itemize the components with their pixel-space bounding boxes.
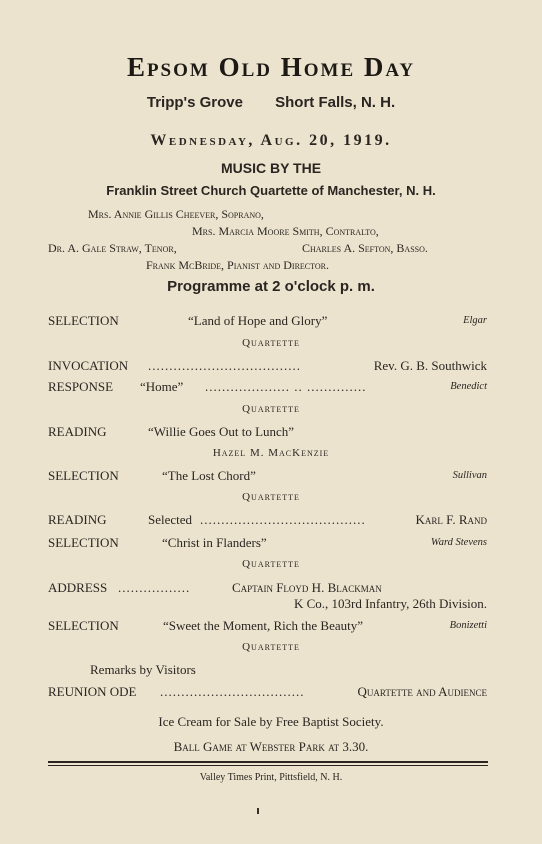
performer-basso: Charles A. Sefton, Basso. — [302, 241, 428, 255]
r9-label: SELECTION — [48, 618, 119, 633]
performer-pianist: Frank McBride, Pianist and Director. — [146, 258, 329, 272]
event-location — [0, 94, 542, 111]
quartette-2: Quartette — [242, 403, 300, 415]
r3-composer: Benedict — [450, 381, 487, 392]
r7-title: “Christ in Flanders” — [162, 535, 267, 550]
r11-label: REUNION ODE — [48, 684, 137, 699]
r4-title: “Willie Goes Out to Lunch” — [148, 424, 295, 439]
footer-rule-thin — [48, 765, 488, 766]
r11-dots: .................................. — [160, 684, 305, 699]
r11-value: Quartette and Audience — [357, 684, 487, 699]
r3-title: “Home” — [140, 379, 184, 394]
r6-value: Karl F. Rand — [415, 512, 487, 527]
r2-value: Rev. G. B. Southwick — [373, 358, 487, 373]
paper-mark — [257, 808, 259, 814]
r5-title: “The Lost Chord” — [162, 468, 256, 483]
r2-dots: .................................... — [148, 358, 301, 373]
footer-rule-thick — [48, 761, 488, 763]
r3-label: RESPONSE — [48, 379, 114, 394]
quartette-3: Quartette — [242, 491, 300, 503]
r9-title: “Sweet the Moment, Rich the Beauty” — [163, 618, 364, 633]
quartette-1: Quartette — [242, 337, 300, 349]
ball-game-note: Ball Game at Webster Park at 3.30. — [173, 739, 369, 754]
r4-label: READING — [48, 424, 107, 439]
r5-label: SELECTION — [48, 468, 119, 483]
r6-dots: ....................................... — [200, 512, 366, 527]
r1-label: SELECTION — [48, 313, 119, 328]
performer-soprano: Mrs. Annie Gillis Cheever, Soprano, — [88, 207, 264, 221]
r8-value: Captain Floyd H. Blackman — [232, 580, 382, 595]
r1-title: “Land of Hope and Glory” — [188, 313, 328, 328]
town: Short Falls, N. H. — [275, 94, 396, 111]
r3-dots: .................... .. .............. — [205, 379, 367, 394]
venue: Tripp's Grove — [146, 94, 243, 111]
r7-composer: Ward Stevens — [430, 537, 487, 548]
remarks: Remarks by Visitors — [90, 662, 196, 677]
organization: Franklin Street Church Quartette of Manchester, N. H. — [106, 183, 436, 198]
r6-label: READING — [48, 512, 107, 527]
ice-cream-note: Ice Cream for Sale by Free Baptist Society. — [158, 714, 384, 729]
r6-title: Selected — [148, 512, 193, 527]
r8-unit: K Co., 103rd Infantry, 26th Division. — [293, 596, 487, 611]
r5-composer: Sullivan — [452, 470, 487, 481]
r7-label: SELECTION — [48, 535, 119, 550]
performer-tenor: Dr. A. Gale Straw, Tenor, — [48, 241, 177, 255]
quartette-4: Quartette — [242, 558, 300, 570]
r9-composer: Bonizetti — [449, 620, 487, 631]
performer-contralto: Mrs. Marcia Moore Smith, Contralto, — [192, 224, 379, 238]
r8-dots: ................. — [118, 580, 191, 595]
music-by: MUSIC BY THE — [220, 160, 322, 176]
event-date: Wednesday, Aug. 20, 1919. — [150, 132, 392, 149]
programme-heading: Programme at 2 o'clock p. m. — [167, 278, 375, 295]
event-title: Epsom Old Home Day — [126, 52, 416, 82]
printer-credit: Valley Times Print, Pittsfield, N. H. — [199, 772, 343, 783]
r2-label: INVOCATION — [48, 358, 129, 373]
r8-label: ADDRESS — [48, 580, 108, 595]
r1-composer: Elgar — [463, 315, 487, 326]
quartette-5: Quartette — [242, 641, 300, 653]
reader-mackenzie: Hazel M. MacKenzie — [212, 447, 330, 459]
